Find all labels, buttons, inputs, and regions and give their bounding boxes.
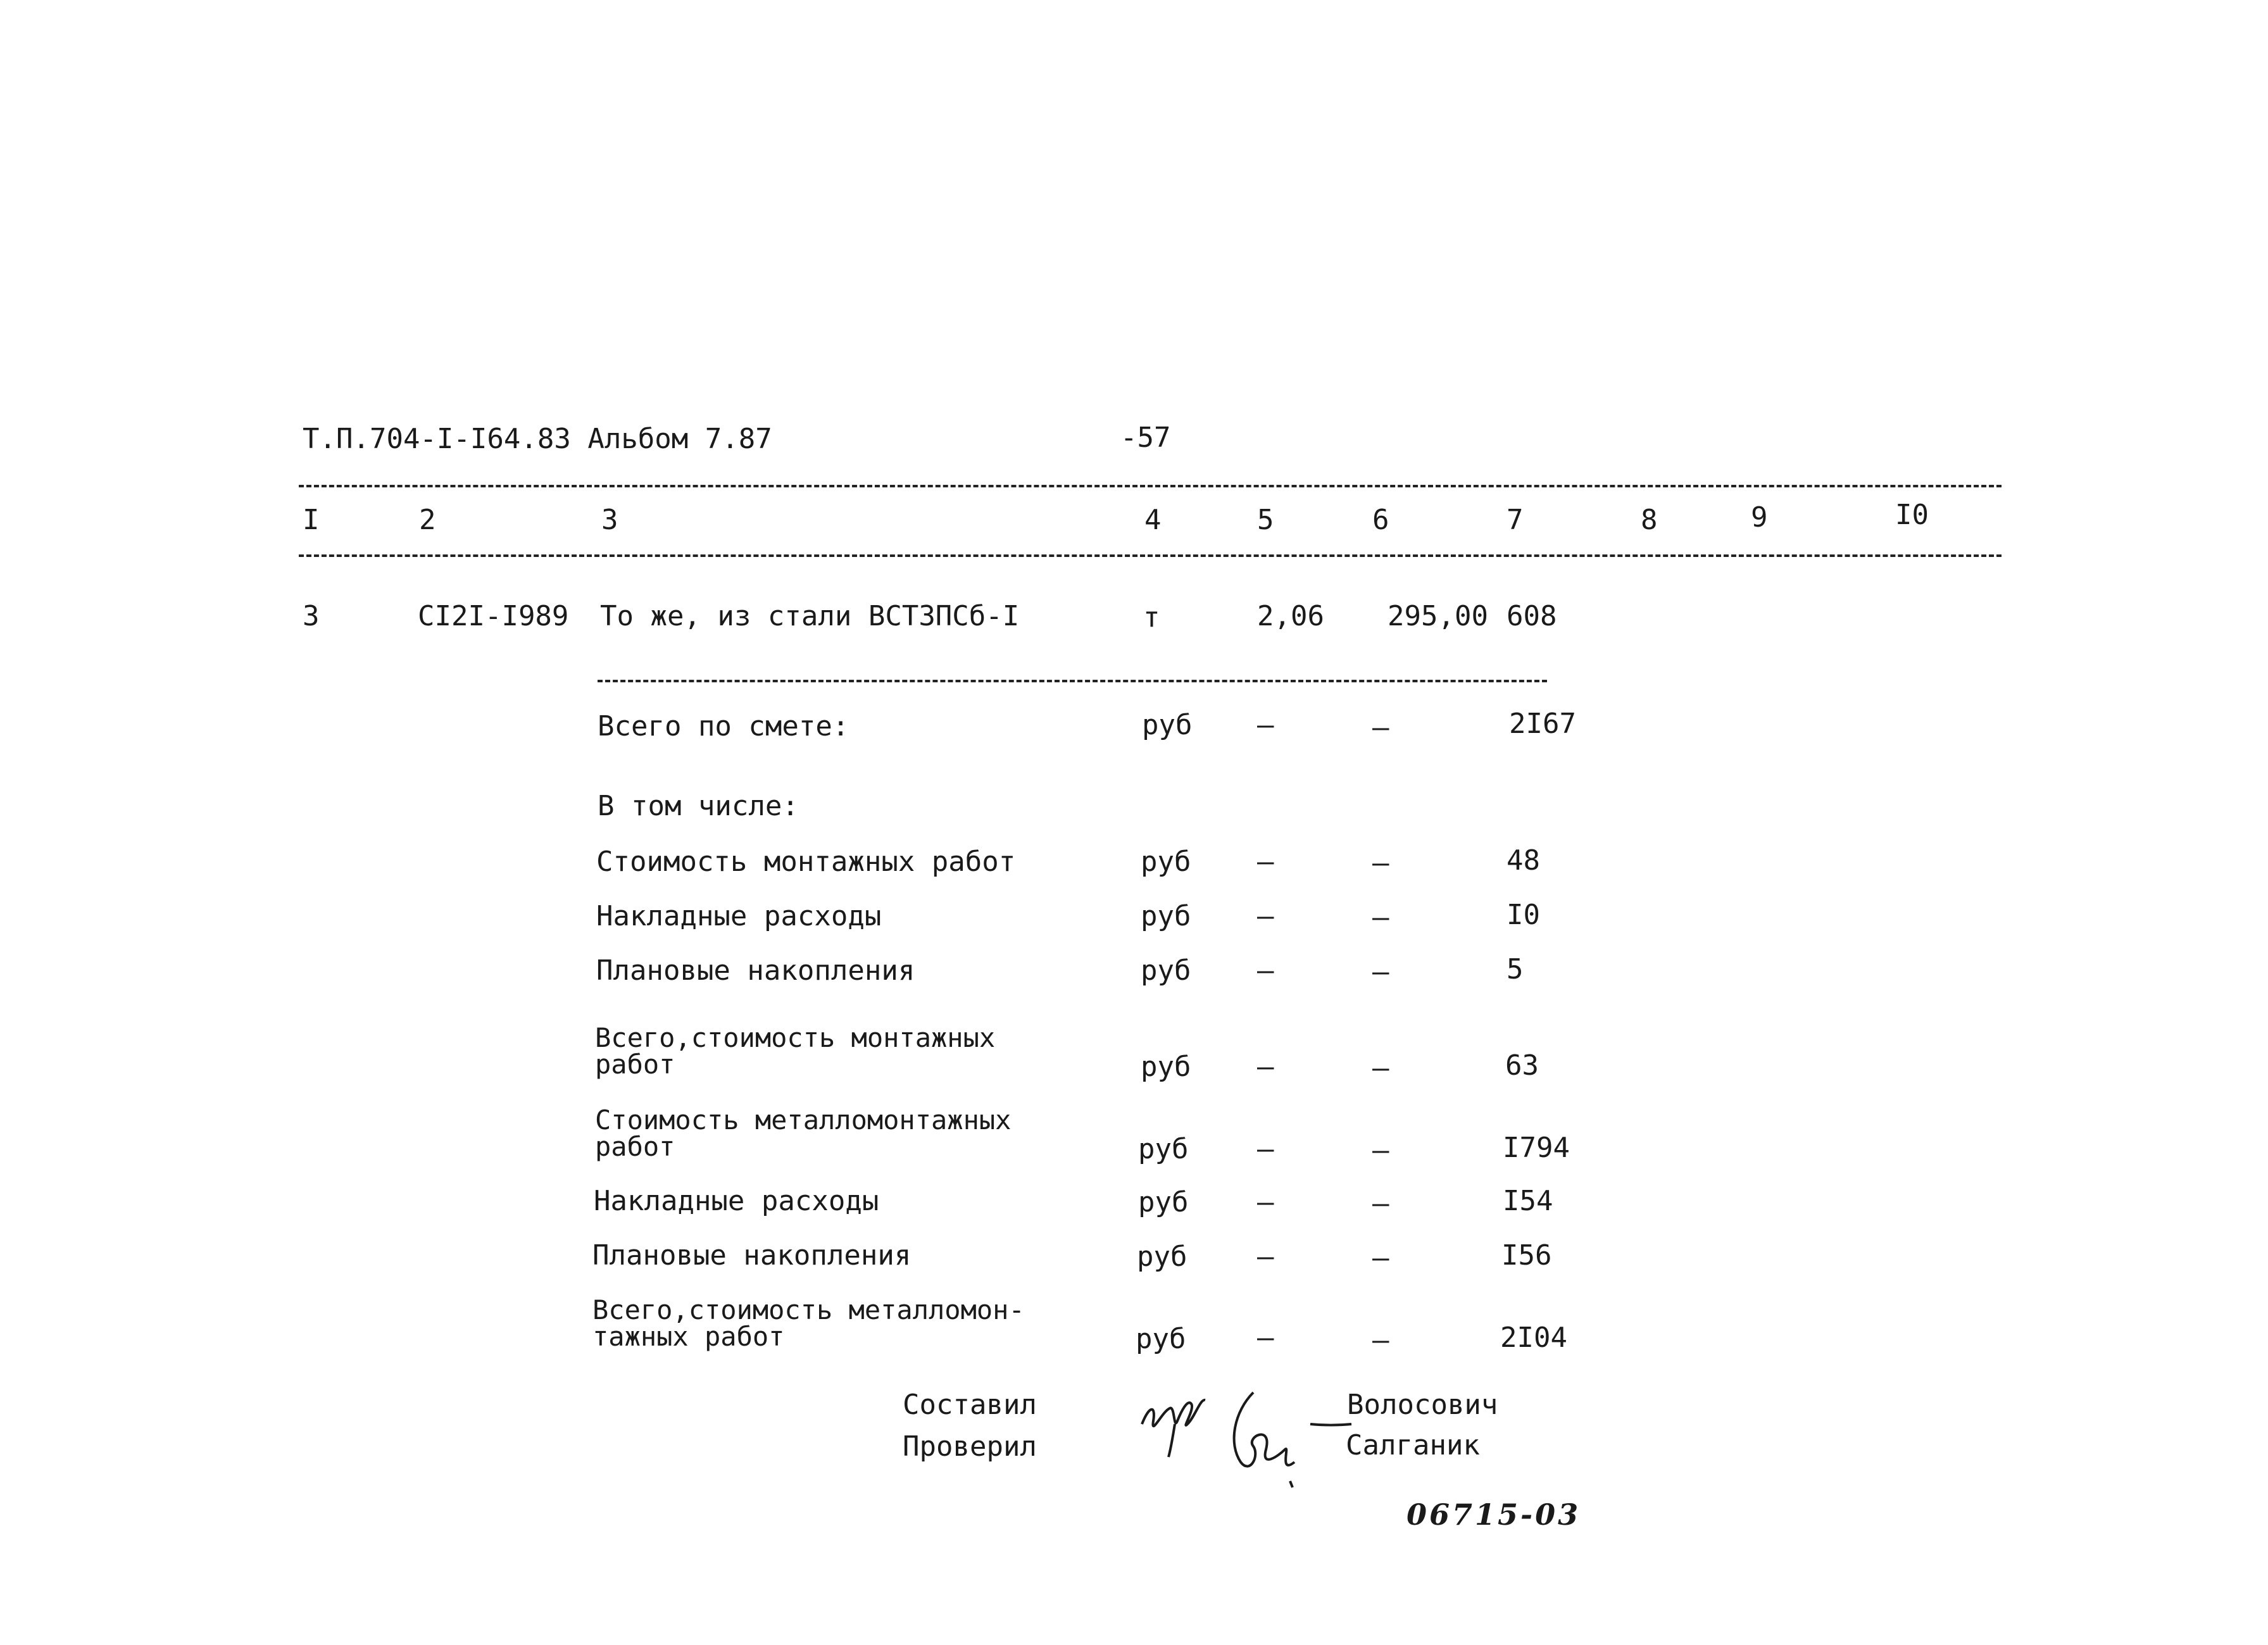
compiled-by-label: Составил bbox=[903, 1389, 1037, 1421]
item-total: 608 bbox=[1507, 600, 1557, 632]
row-c5: – bbox=[1257, 1322, 1274, 1354]
column-header-1: I bbox=[303, 504, 320, 536]
subtotal-rule bbox=[598, 680, 1547, 682]
row-label-line1: Стоимость металломонтажных bbox=[595, 1104, 1012, 1135]
row-label: Накладные расходы bbox=[596, 900, 882, 932]
row-c6: – bbox=[1372, 1324, 1389, 1356]
row-c6: – bbox=[1372, 1052, 1389, 1084]
row-value: I794 bbox=[1503, 1132, 1570, 1164]
row-c5: – bbox=[1257, 1241, 1274, 1273]
row-c6: – bbox=[1372, 1134, 1389, 1167]
column-header-4: 4 bbox=[1144, 504, 1162, 536]
row-label: Плановые накопления bbox=[592, 1239, 912, 1272]
item-name: То же, из стали ВСТЗПСб-I bbox=[600, 600, 1020, 632]
column-header-8: 8 bbox=[1641, 504, 1658, 536]
row-value: I0 bbox=[1507, 899, 1540, 931]
grand-total-c6: – bbox=[1372, 711, 1389, 744]
row-value: 2I04 bbox=[1500, 1322, 1567, 1354]
row-unit: руб bbox=[1138, 1133, 1189, 1165]
row-label-line1: Всего,стоимость металломон- bbox=[592, 1294, 1025, 1325]
grand-total-unit: руб bbox=[1142, 709, 1193, 741]
page-number: -57 bbox=[1120, 422, 1171, 454]
checked-by-label: Проверил bbox=[903, 1430, 1037, 1463]
row-c6: – bbox=[1372, 1187, 1389, 1220]
row-c5: – bbox=[1257, 900, 1274, 932]
archive-number-stamp: 06715-03 bbox=[1407, 1498, 1581, 1532]
row-c5: – bbox=[1257, 954, 1274, 987]
row-label-line2: работ bbox=[595, 1049, 675, 1080]
column-header-10: I0 bbox=[1895, 499, 1929, 531]
item-quantity: 2,06 bbox=[1257, 600, 1324, 632]
row-c6: – bbox=[1372, 847, 1389, 879]
row-c6: – bbox=[1372, 901, 1389, 934]
including-label: В том числе: bbox=[598, 790, 799, 822]
row-label-line2: работ bbox=[595, 1131, 675, 1162]
row-value: I54 bbox=[1503, 1185, 1553, 1217]
row-value: 48 bbox=[1507, 844, 1540, 877]
row-label: Плановые накопления bbox=[596, 954, 915, 987]
row-value: I56 bbox=[1501, 1239, 1552, 1272]
row-c5: – bbox=[1257, 1051, 1274, 1083]
row-c5: – bbox=[1257, 1186, 1274, 1218]
header-bottom-rule bbox=[299, 554, 2002, 557]
item-code: CI2I-I989 bbox=[418, 600, 569, 632]
row-unit: руб bbox=[1141, 846, 1191, 878]
item-number: 3 bbox=[303, 600, 320, 632]
column-header-3: 3 bbox=[601, 504, 618, 536]
handwritten-signature-compiled bbox=[1137, 1386, 1225, 1462]
row-unit: руб bbox=[1141, 1051, 1191, 1083]
item-unit: т bbox=[1143, 601, 1160, 634]
grand-total-value: 2I67 bbox=[1509, 708, 1576, 740]
header-top-rule bbox=[299, 485, 2002, 487]
row-unit: руб bbox=[1136, 1323, 1186, 1355]
column-header-6: 6 bbox=[1372, 504, 1389, 536]
column-header-5: 5 bbox=[1257, 504, 1274, 536]
column-header-7: 7 bbox=[1507, 504, 1524, 536]
row-label: Накладные расходы bbox=[594, 1185, 879, 1217]
row-c5: – bbox=[1257, 1133, 1274, 1165]
row-value: 5 bbox=[1507, 953, 1524, 985]
row-label-line2: тажных работ bbox=[592, 1321, 785, 1352]
row-unit: руб bbox=[1137, 1241, 1187, 1273]
item-price: 295,00 bbox=[1388, 600, 1488, 632]
column-header-2: 2 bbox=[419, 504, 436, 536]
handwritten-signature-checked bbox=[1215, 1386, 1355, 1494]
checked-by-name: Салганик bbox=[1346, 1429, 1480, 1461]
row-c6: – bbox=[1372, 956, 1389, 988]
row-label-line1: Всего,стоимость монтажных bbox=[595, 1022, 996, 1053]
column-header-9: 9 bbox=[1751, 501, 1768, 534]
grand-total-c5: – bbox=[1257, 709, 1274, 741]
row-value: 63 bbox=[1505, 1049, 1539, 1082]
compiled-by-name: Волосович bbox=[1347, 1389, 1498, 1421]
row-unit: руб bbox=[1138, 1186, 1189, 1218]
row-unit: руб bbox=[1141, 954, 1191, 987]
row-c5: – bbox=[1257, 846, 1274, 878]
row-unit: руб bbox=[1141, 900, 1191, 932]
grand-total-label: Всего по смете: bbox=[598, 710, 849, 742]
document-reference: Т.П.704-I-I64.83 Альбом 7.87 bbox=[303, 423, 772, 455]
row-c6: – bbox=[1372, 1242, 1389, 1274]
row-label: Стоимость монтажных работ bbox=[596, 846, 1016, 878]
